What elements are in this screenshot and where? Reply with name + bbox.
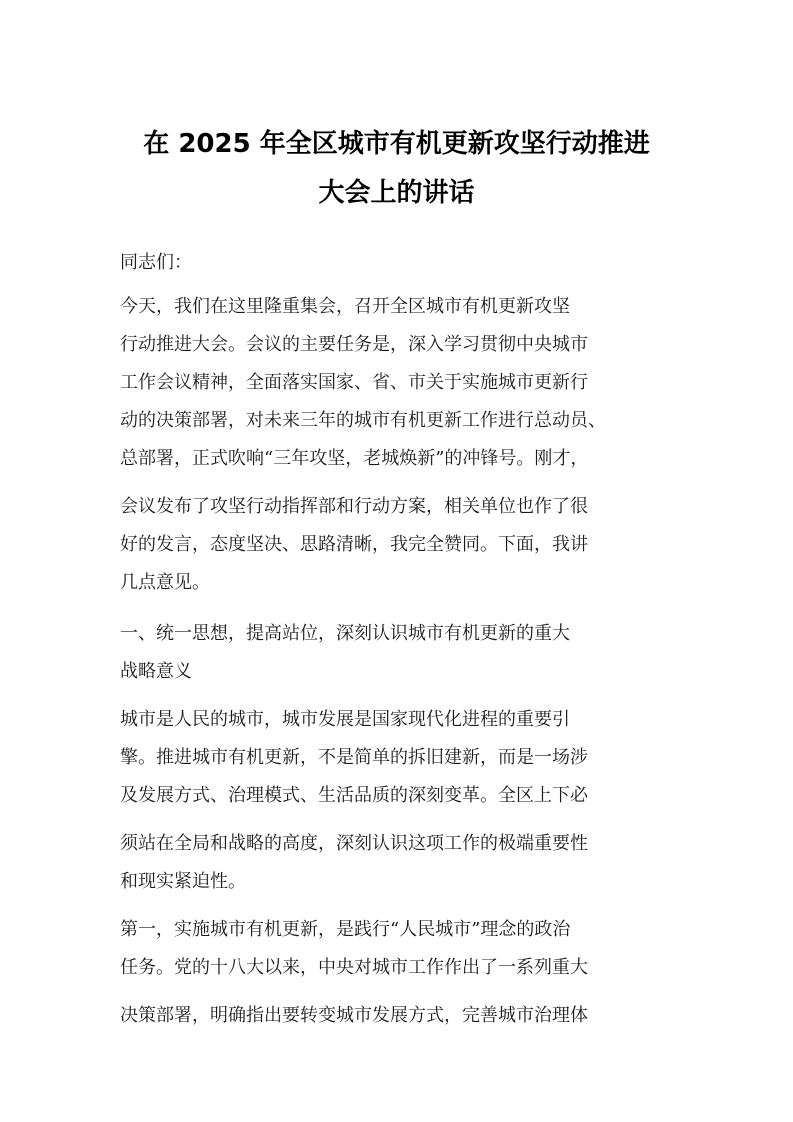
paragraph-line: 第一，实施城市有机更新，是践行“人民城市”理念的政治 — [120, 919, 571, 940]
paragraph-line: 城市是人民的城市，城市发展是国家现代化进程的重要引 — [120, 709, 570, 730]
section-heading-line: 战略意义 — [120, 661, 192, 682]
paragraph-line: 几点意见。 — [120, 572, 210, 593]
paragraph-line: 会议发布了攻坚行动指挥部和行动方案，相关单位也作了很 — [120, 496, 588, 517]
paragraph-line: 及发展方式、治理模式、生活品质的深刻变革。全区上下必 — [120, 785, 588, 806]
paragraph-line: 总部署，正式吹响“三年攻坚，老城焕新”的冲锋号。刚才， — [120, 448, 589, 469]
paragraph-line: 今天，我们在这里隆重集会，召开全区城市有机更新攻坚 — [120, 296, 570, 317]
document-title-line-2: 大会上的讲话 — [318, 178, 475, 208]
paragraph-line: 和现实紧迫性。 — [120, 871, 246, 892]
paragraph-line: 决策部署，明确指出要转变城市发展方式，完善城市治理体 — [120, 1005, 588, 1026]
paragraph-line: 须站在全局和战略的高度，深刻认识这项工作的极端重要性 — [120, 833, 588, 854]
paragraph-line: 动的决策部署，对未来三年的城市有机更新工作进行总动员、 — [120, 410, 606, 431]
document-title-line-1: 在 2025 年全区城市有机更新攻坚行动推进 — [143, 129, 650, 159]
paragraph-line: 工作会议精神，全面落实国家、省、市关于实施城市更新行 — [120, 372, 588, 393]
section-heading-line: 一、统一思想，提高站位，深刻认识城市有机更新的重大 — [120, 623, 570, 644]
paragraph-line: 行动推进大会。会议的主要任务是，深入学习贯彻中央城市 — [120, 334, 588, 355]
paragraph-line: 任务。党的十八大以来，中央对城市工作作出了一系列重大 — [120, 957, 588, 978]
salutation: 同志们： — [120, 252, 192, 273]
paragraph-line: 好的发言，态度坚决、思路清晰，我完全赞同。下面，我讲 — [120, 534, 588, 555]
paragraph-line: 擎。推进城市有机更新，不是简单的拆旧建新，而是一场涉 — [120, 747, 588, 768]
